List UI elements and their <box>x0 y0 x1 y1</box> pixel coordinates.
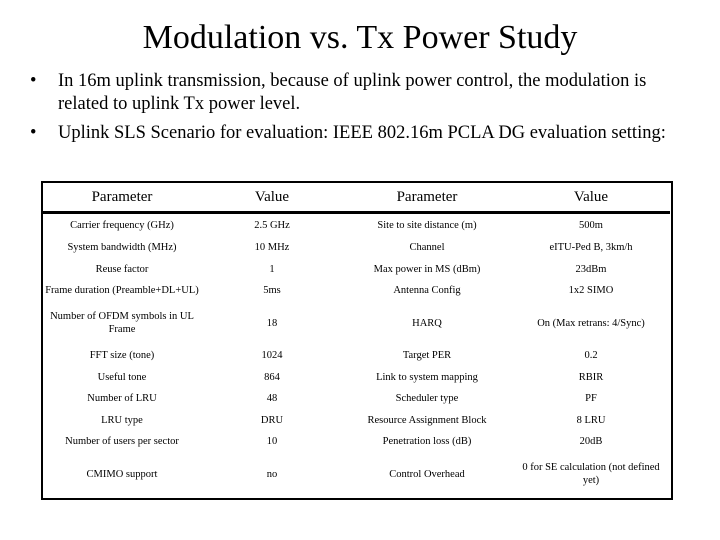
table-cell: FFT size (tone) <box>89 349 155 361</box>
table-cell: eITU-Ped B, 3km/h <box>549 241 633 253</box>
bullet-text: In 16m uplink transmission, because of uplink power control, the modulation is related to uplink Tx power level. <box>58 71 647 114</box>
table-row <box>42 237 670 259</box>
table-cell: 20dB <box>579 436 603 448</box>
table-cell: Max power in MS (dBm) <box>373 263 481 275</box>
parameter-table <box>42 183 670 496</box>
header-cell: Value <box>254 188 290 205</box>
table-cell: PF <box>585 393 597 405</box>
bullet-item <box>26 122 696 145</box>
table-cell: LRU type <box>101 414 143 426</box>
table-cell: Target PER <box>402 349 452 361</box>
table-cell: 10 MHz <box>254 241 290 253</box>
table-cell: Frame duration (Preamble+DL+UL) <box>45 285 199 297</box>
table-cell: DRU <box>260 414 284 426</box>
bullet-list <box>26 70 696 151</box>
table-cell: 1x2 SIMO <box>568 285 614 297</box>
table-row <box>42 213 670 237</box>
table-cell: Number of LRU <box>87 393 157 405</box>
header-cell: Parameter <box>91 188 153 205</box>
table-row <box>42 388 670 410</box>
table-cell: HARQ <box>412 317 442 329</box>
table-row <box>42 409 670 431</box>
table-row <box>42 301 670 344</box>
table-cell: CMIMO support <box>86 468 158 480</box>
table-cell: 864 <box>264 371 280 383</box>
bullet-dot-icon: • <box>30 123 37 143</box>
header-cell: Parameter <box>396 188 458 205</box>
table-cell: 0 for SE calculation (not defined yet) <box>522 462 660 487</box>
table-cell: Control Overhead <box>389 468 465 480</box>
table-cell: Scheduler type <box>395 393 459 405</box>
table-cell: 2.5 GHz <box>254 219 290 231</box>
table-cell: no <box>266 468 278 480</box>
bullet-dot-icon: • <box>30 71 37 91</box>
table-row <box>42 280 670 302</box>
table-cell: On (Max retrans: 4/Sync) <box>537 317 645 329</box>
table-cell: 23dBm <box>575 263 607 275</box>
table-header-row <box>42 183 670 213</box>
table-cell: 1 <box>269 263 275 275</box>
table-cell: Number of users per sector <box>65 436 179 448</box>
table-cell: Penetration loss (dB) <box>382 436 472 448</box>
table-cell: Link to system mapping <box>376 371 478 383</box>
table-cell: Site to site distance (m) <box>377 219 477 231</box>
table-cell: Channel <box>409 241 445 253</box>
table-cell: Useful tone <box>97 371 147 383</box>
table-cell: 48 <box>266 393 278 405</box>
bullet-text: Uplink SLS Scenario for evaluation: IEEE 802.16m PCLA DG evaluation setting: <box>58 123 666 143</box>
slide-title: Modulation vs. Tx Power Study <box>142 19 578 56</box>
table-row <box>42 366 670 388</box>
table-cell: Resource Assignment Block <box>367 414 487 426</box>
table-cell: Carrier frequency (GHz) <box>70 219 174 231</box>
table-cell: System bandwidth (MHz) <box>67 241 177 253</box>
table-cell: 18 <box>266 317 278 329</box>
table-cell: Antenna Config <box>393 285 461 297</box>
table-cell: Reuse factor <box>95 263 149 275</box>
table-cell: RBIR <box>578 371 604 383</box>
table-cell: Number of OFDM symbols in UL Frame <box>50 311 194 336</box>
table-cell: 8 LRU <box>576 414 606 426</box>
header-cell: Value <box>573 188 609 205</box>
table-row <box>42 258 670 280</box>
table-cell: 1024 <box>261 349 283 361</box>
table-cell: 10 <box>266 436 278 448</box>
table-cell: 5ms <box>263 285 281 297</box>
table-cell: 500m <box>579 219 603 231</box>
table-cell: 0.2 <box>584 349 598 361</box>
table-row <box>42 453 670 496</box>
table-row <box>42 345 670 367</box>
table-row <box>42 431 670 453</box>
bullet-item <box>26 70 696 116</box>
